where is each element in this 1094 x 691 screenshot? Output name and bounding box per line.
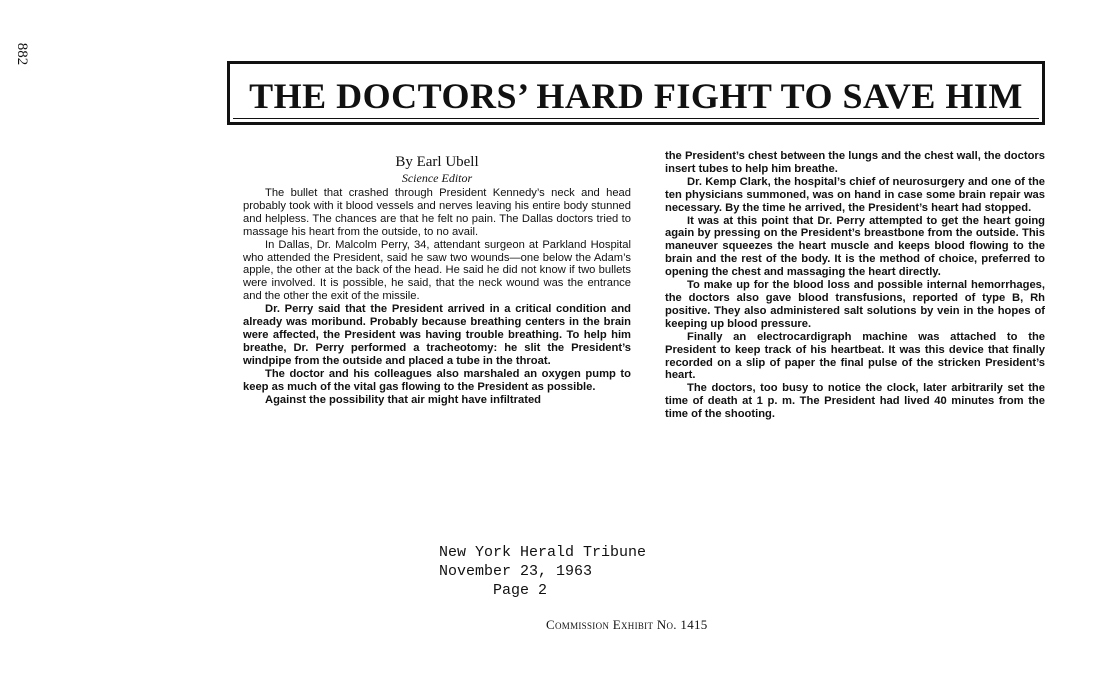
source-publication: New York Herald Tribune (439, 544, 647, 561)
byline: By Earl Ubell (395, 154, 479, 170)
headline-box (227, 61, 1045, 125)
paragraph: Dr. Perry said that the President arrived in a critical condition and already was moribund. Probably because breathing centers in the brain were affected, the President was having trouble breathing. To help him breathe, Dr. Perry performed a tracheotomy: he slit the President’s windpipe from the outside and placed a tube in the throat. (243, 303, 631, 367)
headline: THE DOCTORS’ HARD FIGHT TO SAVE HIM (249, 76, 1023, 116)
source-page: Page 2 (439, 582, 548, 599)
paragraph: To make up for the blood loss and possible internal hemorrhages, the doctors also gave blood transfusions, reported of type B, Rh positive. They also administered salt solutions by vein in the hopes of keeping up blood pressure. (665, 279, 1045, 330)
paragraph: the President’s chest between the lungs and the chest wall, the doctors insert tubes to help him breathe. (665, 150, 1045, 175)
paragraph: Against the possibility that air might have infiltrated (265, 393, 541, 406)
page-number: 882 (14, 42, 30, 66)
paragraph: In Dallas, Dr. Malcolm Perry, 34, attendant surgeon at Parkland Hospital who attended the President, said he saw two wounds—one below the Adam’s apple, the other at the back of the head. He said he did not know if two bullets were involved. It is possible, he said, that the neck wound was the entrance and the other the exit of the missile. (243, 238, 631, 303)
paragraph: The doctor and his colleagues also marshaled an oxygen pump to keep as much of the vital gas flowing to the President as possible. (243, 367, 631, 393)
source-date: November 23, 1963 (439, 563, 593, 580)
left-column (243, 154, 631, 406)
right-column (665, 150, 1045, 421)
author-role: Science Editor (401, 171, 473, 185)
exhibit-label: Commission Exhibit No. 1415 (546, 617, 708, 632)
paragraph: It was at this point that Dr. Perry attempted to get the heart going again by pressing on the President’s breastbone from the outside. This maneuver squeezes the heart muscle and keeps blood flowing to the brain and the rest of the body. It is the method of choice, preferred to opening the chest and massaging the heart directly. (665, 214, 1045, 279)
paragraph: The doctors, too busy to notice the clock, later arbitrarily set the time of death at 1 p. m. The President had lived 40 minutes from the time of the shooting. (665, 382, 1045, 421)
source-citation (439, 543, 646, 600)
paragraph: Finally an electrocardigraph machine was attached to the President to keep track of his heartbeat. It was this device that finally recorded on a slip of paper the final pulse of the stricken President’s heart. (665, 330, 1045, 382)
paragraph: Dr. Kemp Clark, the hospital’s chief of neurosurgery and one of the ten physicians summoned, was on hand in case some brain repair was necessary. By the time he arrived, the President’s heart had stopped. (665, 175, 1045, 214)
paragraph: The bullet that crashed through President Kennedy’s neck and head probably took with it blood vessels and nerves leaving his entire body stunned and helpless. The chances are that he felt no pain. The Dallas doctors tried to massage his heart from the outside, to no avail. (243, 187, 631, 238)
